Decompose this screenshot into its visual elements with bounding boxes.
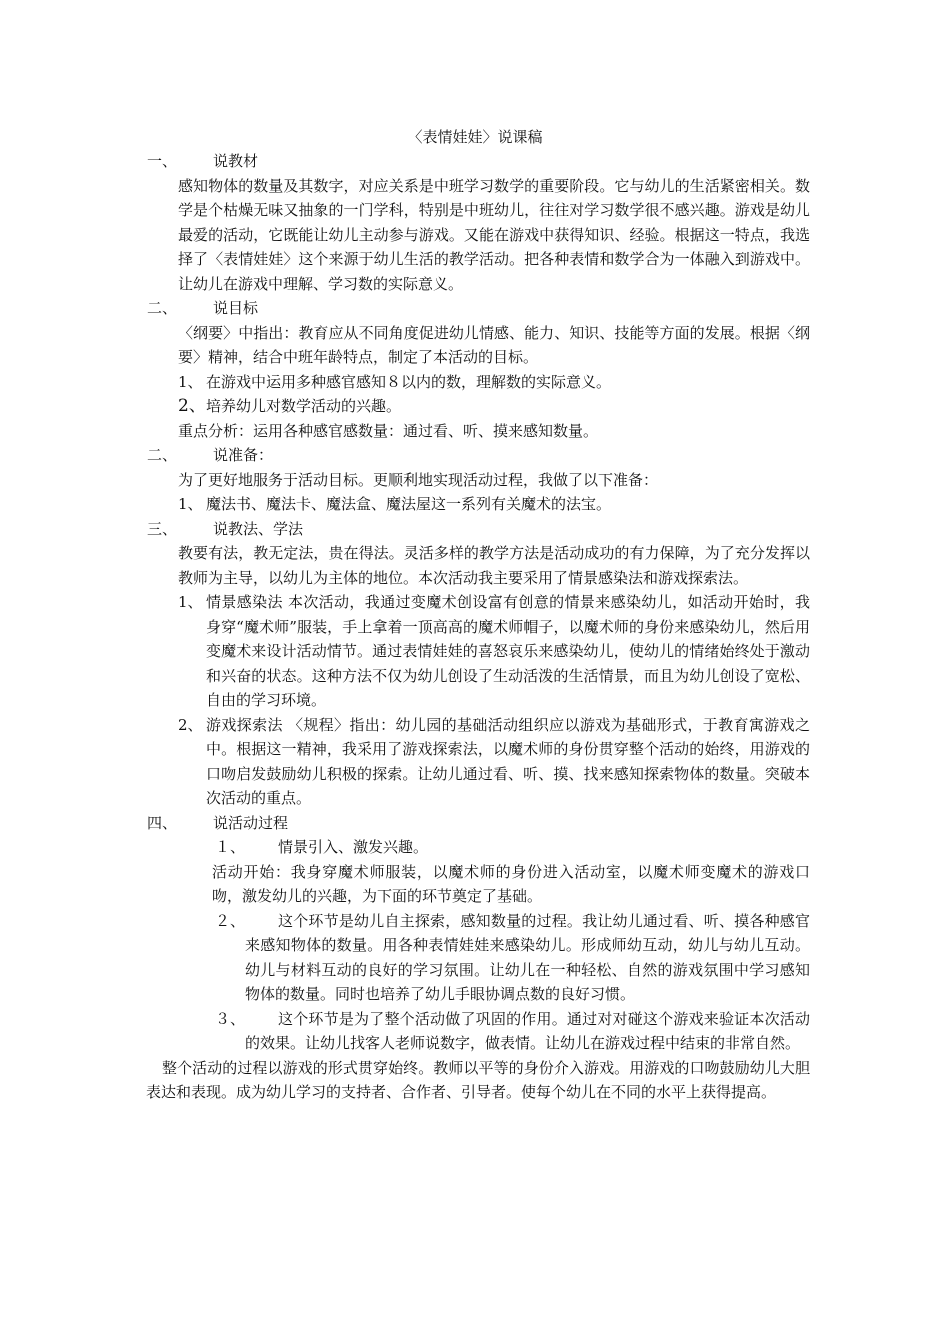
section-heading-methods bbox=[0, 517, 950, 542]
process-step bbox=[0, 1007, 950, 1056]
section-heading-goals bbox=[0, 296, 950, 321]
conclusion-paragraph: 整个活动的过程以游戏的形式贯穿始终。教师以平等的身份介入游戏。用游戏的口吻鼓励幼儿大胆表达和表现。成为幼儿学习的支持者、合作者、引导者。使每个幼儿在不同的水平上获得提高。 bbox=[146, 1058, 810, 1101]
step-text: 这个环节是幼儿自主探索，感知数量的过程。我让幼儿通过看、听、摸各种感官来感知物体的数量。用各种表情娃娃来感染幼儿。形成师幼互动，幼儿与幼儿互动。幼儿与材料互动的良好的学习氛围。让幼儿在一种轻松、自然的游戏氛围中学习感知物体的数量。同时也培养了幼儿手眼协调点数的良好习惯。 bbox=[245, 911, 810, 1003]
preparation-paragraph: 为了更好地服务于活动目标。更顺利地实现活动过程，我做了以下准备： bbox=[178, 470, 659, 489]
process-step bbox=[0, 909, 950, 1007]
method-number: 2、 bbox=[178, 715, 203, 734]
item-text: 魔法书、魔法卡、魔法盒、魔法屋这一系列有关魔术的法宝。 bbox=[206, 495, 612, 513]
section-number: 四、 bbox=[147, 813, 178, 832]
document-title: 〈表情娃娃〉说课稿 bbox=[407, 128, 543, 146]
section-heading-preparation bbox=[0, 443, 950, 468]
step-number: ３、 bbox=[215, 1009, 246, 1028]
textbook-paragraph: 感知物体的数量及其数字，对应关系是中班学习数学的重要阶段。它与幼儿的生活紧密相关。数学是个枯燥无味又抽象的一门学科，特别是中班幼儿，往往对学习数学很不感兴趣。游戏是幼儿最爱的活动，它既能让幼儿主动参与游戏。又能在游戏中获得知识、经验。根据这一特点，我选择了〈表情娃娃〉这个来源于幼儿生活的教学活动。把各种表情和数学合为一体融入到游戏中。让幼儿在游戏中理解、学习数的实际意义。 bbox=[178, 176, 810, 293]
goal-text: 在游戏中运用多种感官感知８以内的数，理解数的实际意义。 bbox=[206, 372, 612, 391]
goal-number: 2、 bbox=[178, 396, 206, 416]
method-number: 1、 bbox=[178, 593, 203, 611]
document-body bbox=[0, 149, 950, 1105]
methods-paragraph: 教要有法，教无定法，贵在得法。灵活多样的教学方法是活动成功的有力保障，为了充分发挥以教师为主导，以幼儿为主体的地位。本次活动我主要采用了情景感染法和游戏探索法。 bbox=[178, 544, 810, 587]
goal-item bbox=[0, 370, 950, 395]
section-label: 说教材 bbox=[213, 152, 259, 170]
step-detail: 活动开始：我身穿魔术师服装，以魔术师的身份进入活动室，以魔术师变魔术的游戏口吻，激发幼儿的兴趣，为下面的环节奠定了基础。 bbox=[212, 862, 810, 905]
preparation-item bbox=[0, 492, 950, 517]
section-number: 二、 bbox=[147, 299, 178, 317]
goals-paragraph: 〈纲要〉中指出：教育应从不同角度促进幼儿情感、能力、知识、技能等方面的发展。根据〈纲要〉精神，结合中班年龄特点，制定了本活动的目标。 bbox=[178, 323, 810, 366]
goal-text: 培养幼儿对数学活动的兴趣。 bbox=[206, 397, 402, 415]
section-number: 三、 bbox=[147, 519, 178, 538]
method-item bbox=[0, 590, 950, 713]
section-label: 说目标 bbox=[213, 299, 259, 317]
method-text: 情景感染法 本次活动，我通过变魔术创设富有创意的情景来感染幼儿，如活动开始时，我身穿“魔术师”服装，手上拿着一顶高高的魔术师帽子，以魔术师的身份来感染幼儿，然后用变魔术来设计活动情节。通过表情娃娃的喜怒哀乐来感染幼儿，使幼儿的情绪始终处于激动和兴奋的状态。这种方法不仅为幼儿创设了生动活泼的生活情景，而且为幼儿创设了宽松、自由的学习环境。 bbox=[206, 593, 810, 709]
item-number: 1、 bbox=[178, 495, 203, 513]
focus-analysis: 重点分析：运用各种感官感数量：通过看、听、摸来感知数量。 bbox=[178, 421, 599, 440]
section-heading-process bbox=[0, 811, 950, 836]
section-label: 说教法、学法 bbox=[213, 519, 304, 538]
process-step bbox=[0, 835, 950, 860]
step-number: ２、 bbox=[215, 911, 246, 930]
section-label: 说准备： bbox=[213, 446, 274, 464]
step-number: １、 bbox=[215, 838, 246, 856]
goal-number: 1、 bbox=[178, 372, 203, 391]
goal-item bbox=[0, 394, 950, 419]
method-text: 游戏探索法 〈规程〉指出：幼儿园的基础活动组织应以游戏为基础形式，于教育寓游戏之中。根据这一精神，我采用了游戏探索法，以魔术师的身份贯穿整个活动的始终，用游戏的口吻启发鼓励幼儿积极的探索。让幼儿通过看、听、摸、找来感知探索物体的数量。突破本次活动的重点。 bbox=[206, 715, 810, 807]
method-item bbox=[0, 713, 950, 811]
step-text: 这个环节是为了整个活动做了巩固的作用。通过对对碰这个游戏来验证本次活动的效果。让幼儿找客人老师说数字，做表情。让幼儿在游戏过程中结束的非常自然。 bbox=[245, 1009, 810, 1052]
section-number: 一、 bbox=[147, 152, 178, 170]
section-number: 二、 bbox=[147, 446, 178, 464]
section-label: 说活动过程 bbox=[213, 813, 289, 832]
step-text: 情景引入、激发兴趣。 bbox=[278, 838, 429, 856]
section-heading-textbook bbox=[0, 149, 950, 174]
